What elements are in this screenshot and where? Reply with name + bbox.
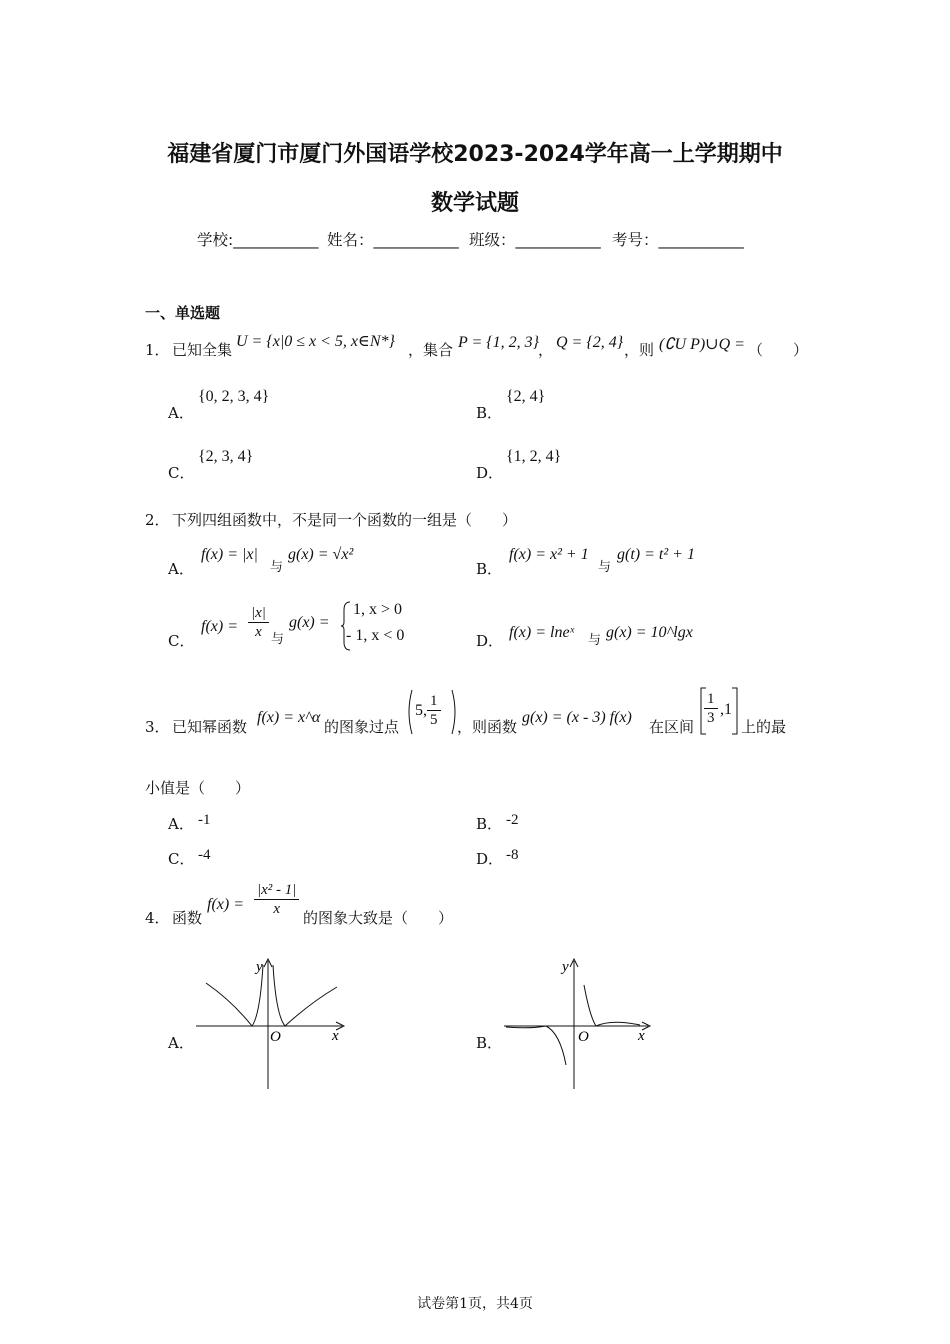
q1-expression: (∁U P)∪Q = (659, 336, 745, 353)
q1-option-c-label: C． (168, 464, 195, 482)
q3-text-pre: 已知幂函数 (172, 718, 248, 736)
q4-number: 4． (145, 909, 170, 927)
graph-a-curve-right (273, 965, 337, 1026)
q4-fraction (254, 881, 299, 918)
graph-a-x-label: x (332, 1028, 339, 1044)
q2-option-d-f: f(x) = lneˣ (509, 624, 575, 641)
q2-number: 2． (145, 511, 170, 529)
q3-interval-denominator: 3 (707, 710, 715, 726)
q3-point-denominator: 5 (430, 712, 438, 728)
q1-text-mid2: ，则 (624, 341, 655, 359)
q3-point-fraction (427, 692, 441, 729)
q1-paren: （ ） (748, 341, 809, 359)
q4-f-lhs: f(x) = (207, 896, 244, 913)
q4-denominator: x (273, 901, 281, 917)
graph-a-origin-label: O (270, 1029, 281, 1045)
q2-text: 下列四组函数中，不是同一个函数的一组是（ ） (172, 511, 518, 529)
q1-option-b-value: {2, 4} (506, 388, 546, 405)
q2-option-c-fraction (248, 604, 269, 641)
q2-option-c-denominator: x (255, 624, 262, 640)
q3-option-a-label: A． (168, 815, 194, 833)
q2-option-c-f-lhs: f(x) = (201, 618, 238, 635)
q4-text-post: 的图象大致是（ ） (303, 909, 454, 927)
q2-option-d-label: D． (476, 632, 504, 650)
q1-option-d-value: {1, 2, 4} (506, 448, 562, 465)
q4-text-pre: 函数 (172, 909, 203, 927)
q3-text-mid1: 的图象过点 (324, 718, 400, 736)
number-field: 考号：___________ (612, 231, 744, 249)
q2-option-b-f: f(x) = x² + 1 (509, 546, 589, 563)
q3-text-post: 上的最 (741, 718, 787, 736)
q4-graph-a (192, 955, 352, 1095)
title-line-2: 数学试题 (430, 191, 519, 216)
q2-option-a-and: 与 (270, 560, 284, 575)
q4-numerator: |x² - 1| (254, 881, 299, 900)
q1-option-a-label: A． (168, 404, 194, 422)
q2-option-d-and: 与 (588, 633, 602, 648)
q2-option-c-g-lhs: g(x) = (289, 614, 330, 631)
q3-option-d-label: D． (476, 850, 504, 868)
q2-option-c-case-1: 1, x > 0 (353, 601, 403, 618)
q1-number: 1． (145, 341, 170, 359)
q1-option-b-label: B． (476, 404, 503, 422)
graph-a-curve-left (206, 965, 263, 1026)
q1-text-mid1: ，集合 (408, 341, 454, 359)
q1-option-d-label: D． (476, 464, 504, 482)
graph-b-curve-left (506, 1026, 566, 1065)
q4-graph-b-label: B． (476, 1034, 503, 1052)
page-footer: 试卷第1页，共4页 (417, 1296, 533, 1312)
q3-option-c-label: C． (168, 850, 195, 868)
q3-point-numerator: 1 (427, 692, 441, 711)
class-field: 班级：___________ (469, 231, 601, 249)
q3-g: g(x) = (x - 3) f(x) (522, 709, 632, 726)
q3-option-b-value: -2 (506, 812, 519, 828)
q3-text-mid3: 在区间 (649, 718, 695, 736)
q3-text-line-2: 小值是（ ） (145, 779, 251, 797)
school-field: 学校:___________ (197, 231, 319, 249)
q3-interval-upper: ,1 (720, 701, 732, 718)
section-heading: 一、单选题 (145, 304, 221, 322)
graph-a-y-label: y (256, 959, 263, 975)
q2-option-d-g: g(x) = 10^lgx (606, 624, 693, 641)
graph-b-curve-right (584, 985, 640, 1026)
q4-graph-a-label: A． (168, 1034, 194, 1052)
q1-set-q: Q = {2, 4} (556, 334, 624, 351)
q2-option-a-f: f(x) = |x| (201, 546, 258, 563)
q3-f: f(x) = x^α (257, 709, 321, 726)
q1-set-p: P = {1, 2, 3} (458, 334, 540, 351)
q3-interval-fraction (704, 690, 718, 727)
graph-b-origin-label: O (578, 1029, 589, 1045)
q3-option-d-value: -8 (506, 847, 519, 863)
q2-option-c-case-2: - 1, x < 0 (346, 627, 405, 644)
q1-option-a-value: {0, 2, 3, 4} (198, 388, 270, 405)
q3-number: 3． (145, 718, 170, 736)
q3-option-c-value: -4 (198, 847, 211, 863)
q4-graph-b (500, 955, 660, 1095)
graph-b-x-label: x (638, 1028, 645, 1044)
q2-option-c-and: 与 (271, 632, 285, 647)
q2-option-c-numerator: |x| (248, 604, 269, 623)
q1-option-c-value: {2, 3, 4} (198, 448, 254, 465)
q2-option-b-label: B． (476, 560, 503, 578)
q3-point-x: 5, (415, 702, 427, 719)
q2-option-b-and: 与 (598, 560, 612, 575)
q3-option-a-value: -1 (198, 812, 211, 828)
q3-option-b-label: B． (476, 815, 503, 833)
q3-text-mid2: ，则函数 (457, 718, 518, 736)
q2-option-a-g: g(x) = √x² (288, 546, 354, 563)
q2-option-b-g: g(t) = t² + 1 (617, 546, 695, 563)
graph-b-y-label: y (562, 959, 569, 975)
title-line-1: 福建省厦门市厦门外国语学校2023-2024学年高一上学期期中 (167, 142, 783, 167)
q1-set-u: U = {x|0 ≤ x < 5, x∈N*} (236, 333, 395, 350)
q1-text-pre: 已知全集 (172, 341, 233, 359)
q1-sep: ， (538, 341, 554, 359)
q2-option-a-label: A． (168, 560, 194, 578)
q2-option-c-label: C． (168, 632, 195, 650)
q3-interval-numerator: 1 (704, 690, 718, 709)
name-field: 姓名：___________ (327, 231, 459, 249)
